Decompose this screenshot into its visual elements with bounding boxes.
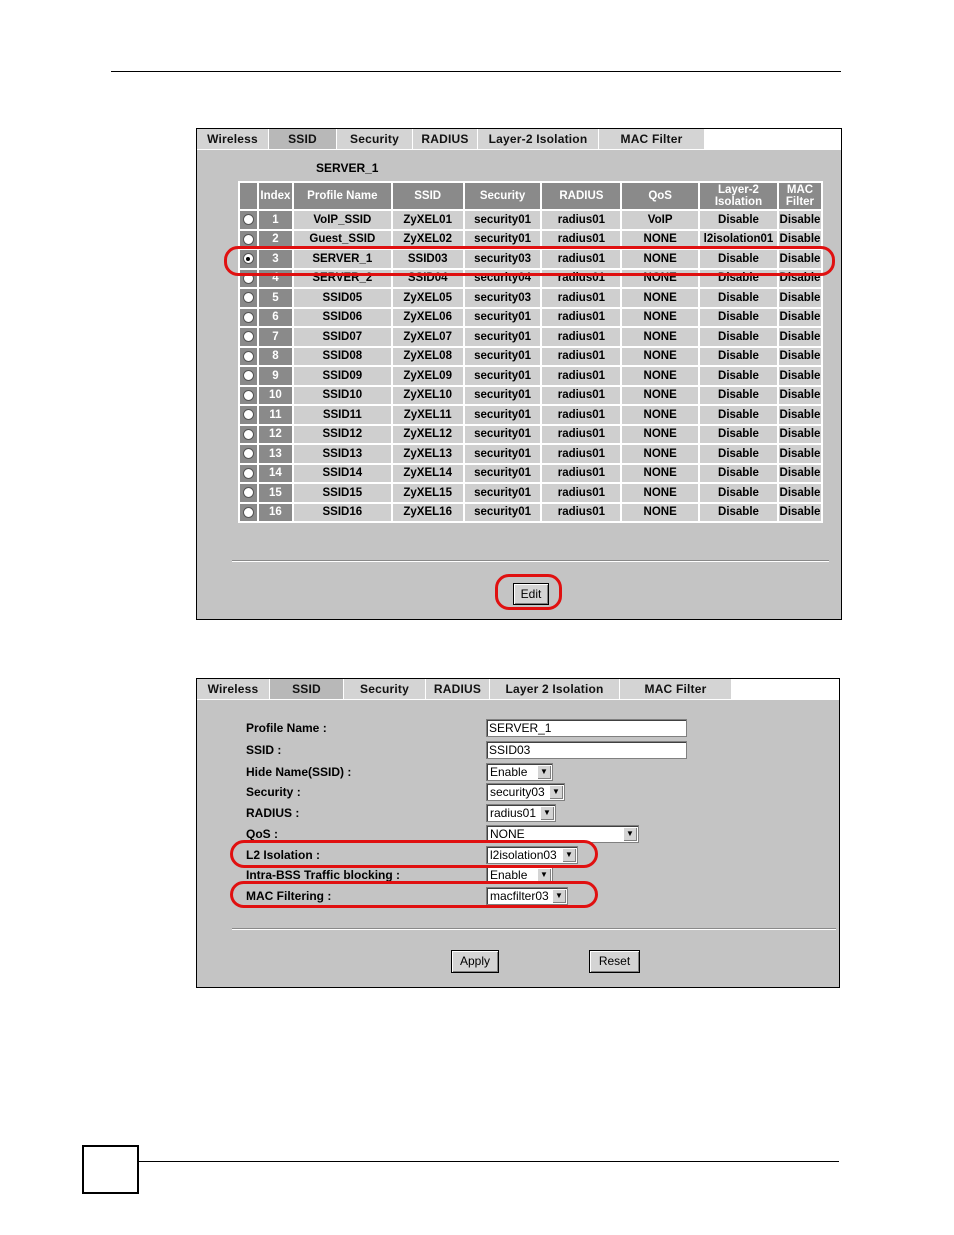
table-cell: SSID04 [393, 270, 463, 288]
table-cell: radius01 [542, 348, 620, 366]
select-column-header [240, 183, 257, 209]
row-select-cell [240, 387, 257, 405]
reset-button[interactable]: Reset [589, 950, 640, 973]
table-cell: NONE [622, 406, 698, 424]
row-radio-button[interactable] [243, 448, 254, 459]
table-cell: Disable [700, 465, 777, 483]
qos-label: QoS : [246, 827, 278, 841]
table-cell: radius01 [542, 465, 620, 483]
table-cell: ZyXEL07 [393, 328, 463, 346]
ssid-table [238, 181, 823, 523]
table-cell: radius01 [542, 309, 620, 327]
qos-select[interactable] [486, 825, 639, 843]
intra-bss-label: Intra-BSS Traffic blocking : [246, 868, 401, 882]
ssid-label: SSID : [246, 743, 282, 757]
table-cell: NONE [622, 445, 698, 463]
table-cell: Disable [779, 465, 821, 483]
table-cell: ZyXEL16 [393, 504, 463, 522]
row-select-cell [240, 504, 257, 522]
table-row[interactable] [240, 309, 821, 327]
tab-radius[interactable]: RADIUS [426, 679, 490, 699]
row-index: 8 [259, 348, 292, 366]
table-row[interactable] [240, 426, 821, 444]
tab-wireless[interactable]: Wireless [197, 679, 270, 699]
table-cell: radius01 [542, 426, 620, 444]
table-cell: ZyXEL02 [393, 231, 463, 249]
table-row[interactable] [240, 387, 821, 405]
table-cell: security01 [465, 406, 541, 424]
table-cell: SSID16 [294, 504, 391, 522]
chevron-down-icon: ▼ [537, 868, 551, 882]
row-select-cell [240, 270, 257, 288]
row-radio-button[interactable] [243, 292, 254, 303]
security-value: security03 [490, 785, 545, 799]
table-cell: NONE [622, 231, 698, 249]
table-cell: Disable [700, 445, 777, 463]
row-radio-button[interactable] [243, 331, 254, 342]
row-index: 12 [259, 426, 292, 444]
table-cell: ZyXEL05 [393, 289, 463, 307]
table-cell: SSID07 [294, 328, 391, 346]
row-select-cell [240, 309, 257, 327]
table-row[interactable] [240, 406, 821, 424]
row-select-cell [240, 250, 257, 268]
table-cell: Disable [779, 231, 821, 249]
table-cell: Guest_SSID [294, 231, 391, 249]
hide-name-label: Hide Name(SSID) : [246, 765, 352, 779]
table-cell: security01 [465, 426, 541, 444]
table-cell: radius01 [542, 270, 620, 288]
row-index: 15 [259, 484, 292, 502]
row-select-cell [240, 367, 257, 385]
table-cell: Disable [779, 484, 821, 502]
row-radio-button[interactable] [243, 390, 254, 401]
row-index: 1 [259, 211, 292, 229]
table-cell: NONE [622, 426, 698, 444]
table-cell: NONE [622, 289, 698, 307]
table-cell: NONE [622, 367, 698, 385]
tab-bar [197, 129, 841, 150]
mac-filtering-value: macfilter03 [490, 889, 549, 903]
row-index: 3 [259, 250, 292, 268]
security-label: Security : [246, 785, 301, 799]
row-radio-button[interactable] [243, 487, 254, 498]
table-row[interactable] [240, 231, 821, 249]
row-index: 16 [259, 504, 292, 522]
row-select-cell [240, 231, 257, 249]
chevron-down-icon: ▼ [549, 785, 563, 799]
table-cell: security01 [465, 309, 541, 327]
table-cell: Disable [700, 504, 777, 522]
row-radio-button[interactable] [243, 351, 254, 362]
table-cell: VoIP_SSID [294, 211, 391, 229]
table-cell: ZyXEL08 [393, 348, 463, 366]
row-radio-button[interactable] [243, 468, 254, 479]
table-cell: ZyXEL06 [393, 309, 463, 327]
table-header-row [240, 183, 821, 209]
table-cell: Disable [700, 367, 777, 385]
table-cell: security01 [465, 387, 541, 405]
table-cell: ZyXEL10 [393, 387, 463, 405]
table-cell: Disable [700, 406, 777, 424]
table-row[interactable] [240, 328, 821, 346]
row-radio-button[interactable] [243, 429, 254, 440]
ssid-list-panel [196, 128, 842, 620]
qos-value: NONE [490, 827, 525, 841]
divider [232, 560, 829, 562]
table-cell: Disable [700, 348, 777, 366]
row-radio-button[interactable] [243, 312, 254, 323]
table-row[interactable] [240, 348, 821, 366]
chevron-down-icon: ▼ [623, 827, 637, 841]
row-index: 10 [259, 387, 292, 405]
row-radio-button[interactable] [243, 370, 254, 381]
table-row[interactable] [240, 367, 821, 385]
table-cell: NONE [622, 504, 698, 522]
table-cell: security01 [465, 328, 541, 346]
table-row[interactable] [240, 211, 821, 229]
tab-layer2-isolation[interactable]: Layer 2 Isolation [490, 679, 620, 699]
table-cell: Disable [700, 289, 777, 307]
table-cell: SSID06 [294, 309, 391, 327]
table-cell: radius01 [542, 406, 620, 424]
radius-label: RADIUS : [246, 806, 300, 820]
table-cell: security01 [465, 231, 541, 249]
row-select-cell [240, 445, 257, 463]
l2-isolation-value: l2isolation03 [490, 848, 557, 862]
row-radio-button[interactable] [243, 253, 254, 264]
footer-rule [139, 1161, 839, 1162]
row-radio-button[interactable] [243, 214, 254, 225]
column-header: RADIUS [542, 183, 620, 209]
table-row[interactable] [240, 504, 821, 522]
row-select-cell [240, 328, 257, 346]
tab-bar-2 [197, 679, 839, 700]
table-cell: radius01 [542, 504, 620, 522]
table-cell: SSID11 [294, 406, 391, 424]
chevron-down-icon: ▼ [537, 765, 551, 779]
table-cell: security04 [465, 270, 541, 288]
table-row[interactable] [240, 250, 821, 268]
page-number-box [82, 1145, 139, 1194]
table-cell: radius01 [542, 367, 620, 385]
tab-wireless[interactable]: Wireless [197, 129, 269, 149]
table-cell: NONE [622, 465, 698, 483]
table-cell: security01 [465, 465, 541, 483]
l2-isolation-select[interactable] [486, 846, 578, 864]
server-title: SERVER_1 [316, 161, 379, 175]
table-cell: Disable [700, 426, 777, 444]
table-cell: NONE [622, 387, 698, 405]
table-cell: Disable [779, 348, 821, 366]
table-row[interactable] [240, 465, 821, 483]
tab-security[interactable]: Security [337, 129, 413, 149]
table-cell: SSID03 [393, 250, 463, 268]
row-index: 13 [259, 445, 292, 463]
table-cell: Disable [700, 387, 777, 405]
column-header: SSID [393, 183, 463, 209]
table-cell: Disable [700, 328, 777, 346]
chevron-down-icon: ▼ [562, 848, 576, 862]
edit-button[interactable]: Edit [513, 583, 549, 605]
table-cell: radius01 [542, 250, 620, 268]
row-index: 7 [259, 328, 292, 346]
table-cell: SSID13 [294, 445, 391, 463]
profile-name-input[interactable]: SERVER_1 [486, 719, 687, 737]
column-header: Profile Name [294, 183, 391, 209]
table-cell: ZyXEL11 [393, 406, 463, 424]
table-cell: radius01 [542, 387, 620, 405]
hide-name-value: Enable [490, 765, 528, 779]
mac-filtering-select[interactable] [486, 887, 568, 905]
row-radio-button[interactable] [243, 273, 254, 284]
column-header: Layer-2 Isolation [700, 183, 777, 209]
row-radio-button[interactable] [243, 507, 254, 518]
column-header: Index [259, 183, 292, 209]
row-select-cell [240, 211, 257, 229]
table-cell: Disable [779, 367, 821, 385]
row-radio-button[interactable] [243, 234, 254, 245]
radius-value: radius01 [490, 806, 537, 820]
tab-layer2-isolation[interactable]: Layer-2 Isolation [478, 129, 599, 149]
hide-name-select[interactable] [486, 763, 553, 781]
table-cell: Disable [779, 445, 821, 463]
row-select-cell [240, 289, 257, 307]
table-cell: SSID15 [294, 484, 391, 502]
table-cell: Disable [779, 426, 821, 444]
table-cell: security01 [465, 211, 541, 229]
intra-bss-value: Enable [490, 868, 528, 882]
row-select-cell [240, 348, 257, 366]
row-radio-button[interactable] [243, 409, 254, 420]
table-cell: ZyXEL13 [393, 445, 463, 463]
row-index: 11 [259, 406, 292, 424]
table-cell: SERVER_2 [294, 270, 391, 288]
tab-security[interactable]: Security [344, 679, 426, 699]
header-rule [111, 71, 841, 72]
profile-name-label: Profile Name : [246, 721, 327, 735]
table-cell: Disable [779, 406, 821, 424]
table-cell: ZyXEL15 [393, 484, 463, 502]
table-cell: SSID08 [294, 348, 391, 366]
table-cell: radius01 [542, 484, 620, 502]
tab-mac-filter[interactable]: MAC Filter [599, 129, 705, 149]
mac-filtering-label: MAC Filtering : [246, 889, 332, 903]
table-cell: security01 [465, 504, 541, 522]
table-cell: ZyXEL09 [393, 367, 463, 385]
tab-radius[interactable]: RADIUS [413, 129, 478, 149]
table-cell: security03 [465, 289, 541, 307]
table-cell: Disable [700, 484, 777, 502]
row-index: 6 [259, 309, 292, 327]
table-cell: l2isolation01 [700, 231, 777, 249]
tab-mac-filter[interactable]: MAC Filter [620, 679, 732, 699]
apply-button[interactable]: Apply [451, 950, 499, 973]
table-cell: Disable [779, 270, 821, 288]
row-index: 5 [259, 289, 292, 307]
table-cell: radius01 [542, 328, 620, 346]
table-cell: SSID10 [294, 387, 391, 405]
row-index: 9 [259, 367, 292, 385]
table-cell: Disable [700, 270, 777, 288]
table-cell: Disable [700, 309, 777, 327]
table-cell: security01 [465, 484, 541, 502]
table-row[interactable] [240, 445, 821, 463]
row-select-cell [240, 426, 257, 444]
table-cell: Disable [779, 309, 821, 327]
table-cell: SERVER_1 [294, 250, 391, 268]
table-cell: Disable [779, 504, 821, 522]
security-select[interactable] [486, 783, 565, 801]
column-header: MAC Filter [779, 183, 821, 209]
table-cell: Disable [700, 250, 777, 268]
table-cell: ZyXEL01 [393, 211, 463, 229]
table-row[interactable] [240, 484, 821, 502]
table-cell: Disable [779, 328, 821, 346]
table-cell: VoIP [622, 211, 698, 229]
tab-ssid[interactable]: SSID [269, 129, 337, 149]
table-cell: SSID05 [294, 289, 391, 307]
table-cell: radius01 [542, 231, 620, 249]
table-row[interactable] [240, 270, 821, 288]
l2-isolation-label: L2 Isolation : [246, 848, 321, 862]
table-row[interactable] [240, 289, 821, 307]
table-cell: radius01 [542, 211, 620, 229]
row-select-cell [240, 484, 257, 502]
table-cell: SSID14 [294, 465, 391, 483]
table-cell: Disable [700, 211, 777, 229]
table-cell: NONE [622, 484, 698, 502]
row-index: 4 [259, 270, 292, 288]
table-cell: security01 [465, 348, 541, 366]
ssid-edit-panel [196, 678, 840, 988]
table-cell: radius01 [542, 289, 620, 307]
chevron-down-icon: ▼ [540, 806, 554, 820]
row-select-cell [240, 406, 257, 424]
table-cell: NONE [622, 328, 698, 346]
table-cell: radius01 [542, 445, 620, 463]
ssid-input[interactable]: SSID03 [486, 741, 687, 759]
table-cell: ZyXEL12 [393, 426, 463, 444]
table-cell: NONE [622, 309, 698, 327]
table-cell: NONE [622, 270, 698, 288]
table-cell: security01 [465, 367, 541, 385]
table-cell: Disable [779, 289, 821, 307]
table-cell: Disable [779, 250, 821, 268]
table-cell: SSID12 [294, 426, 391, 444]
chevron-down-icon: ▼ [552, 889, 566, 903]
radius-select[interactable] [486, 804, 556, 822]
tab-ssid[interactable]: SSID [270, 679, 344, 699]
row-index: 2 [259, 231, 292, 249]
row-select-cell [240, 465, 257, 483]
table-cell: NONE [622, 250, 698, 268]
table-cell: security01 [465, 445, 541, 463]
table-cell: ZyXEL14 [393, 465, 463, 483]
intra-bss-select[interactable] [486, 866, 553, 884]
table-cell: NONE [622, 348, 698, 366]
table-cell: SSID09 [294, 367, 391, 385]
table-cell: security03 [465, 250, 541, 268]
column-header: Security [465, 183, 541, 209]
table-cell: Disable [779, 387, 821, 405]
divider [232, 928, 836, 930]
table-cell: Disable [779, 211, 821, 229]
row-index: 14 [259, 465, 292, 483]
column-header: QoS [622, 183, 698, 209]
